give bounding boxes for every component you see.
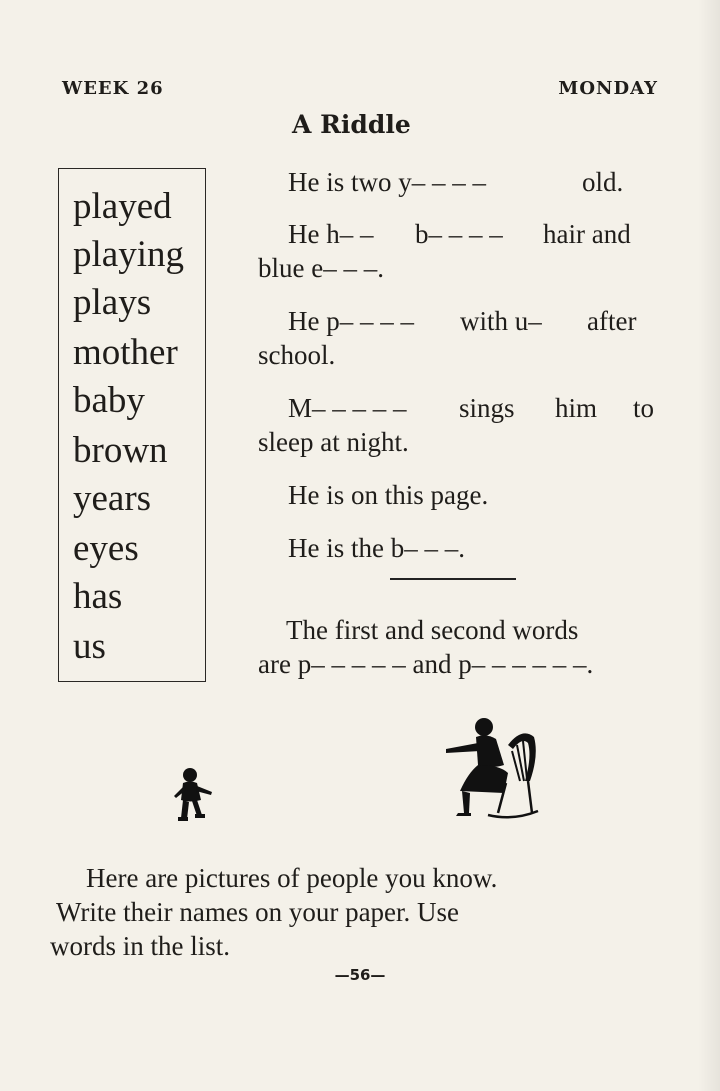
instructions-line-1: Here are pictures of people you know. [86, 863, 498, 893]
section-divider [390, 578, 516, 580]
word-list-item: brown [73, 430, 168, 471]
riddle-line-6d: to [633, 393, 655, 423]
word-list-item: baby [73, 380, 145, 421]
page-title: A Riddle [292, 110, 411, 139]
word-list-item: has [73, 576, 123, 617]
word-list-item: eyes [73, 528, 139, 569]
word-list-item: years [73, 478, 152, 519]
question-line-1: The first and second words [286, 615, 579, 645]
riddle-line-1b: old. [582, 167, 624, 197]
riddle-line-4b: with u– [460, 306, 542, 336]
riddle-line-2a: He h– – [288, 219, 374, 249]
riddle-line-6c: him [555, 393, 598, 423]
page-edge-shadow [698, 0, 720, 1091]
word-list-item: played [73, 186, 172, 227]
riddle-line-7: sleep at night. [258, 427, 409, 457]
instructions-line-3: words in the list. [50, 931, 230, 961]
riddle-line-6b: sings [459, 393, 515, 423]
word-list-item: plays [73, 282, 152, 323]
word-list-item: us [73, 626, 106, 667]
mother-in-rocking-chair-icon [438, 715, 542, 823]
word-list-item: playing [73, 234, 184, 275]
riddle-line-3: blue e– – –. [258, 253, 384, 283]
riddle-line-8: He is on this page. [288, 480, 489, 510]
word-list-item: mother [73, 332, 178, 373]
riddle-line-6a: M– – – – – [288, 393, 407, 423]
riddle-line-9: He is the b– – –. [288, 533, 465, 563]
riddle-line-2c: hair and [543, 219, 631, 249]
word-list-box [58, 168, 206, 682]
riddle-line-4a: He p– – – – [288, 306, 414, 336]
question-line-2: are p– – – – – and p– – – – – –. [258, 649, 594, 679]
day-label: MONDAY [558, 78, 658, 99]
riddle-line-5: school. [258, 340, 336, 370]
riddle-line-1a: He is two y– – – – [288, 167, 486, 197]
riddle-line-4c: after [587, 306, 637, 336]
instructions-line-2: Write their names on your paper. Use [56, 897, 460, 927]
riddle-line-2b: b– – – – [415, 219, 503, 249]
toddler-silhouette-icon [170, 766, 218, 824]
page-number: —56— [334, 966, 386, 984]
week-label: WEEK 26 [62, 78, 164, 99]
